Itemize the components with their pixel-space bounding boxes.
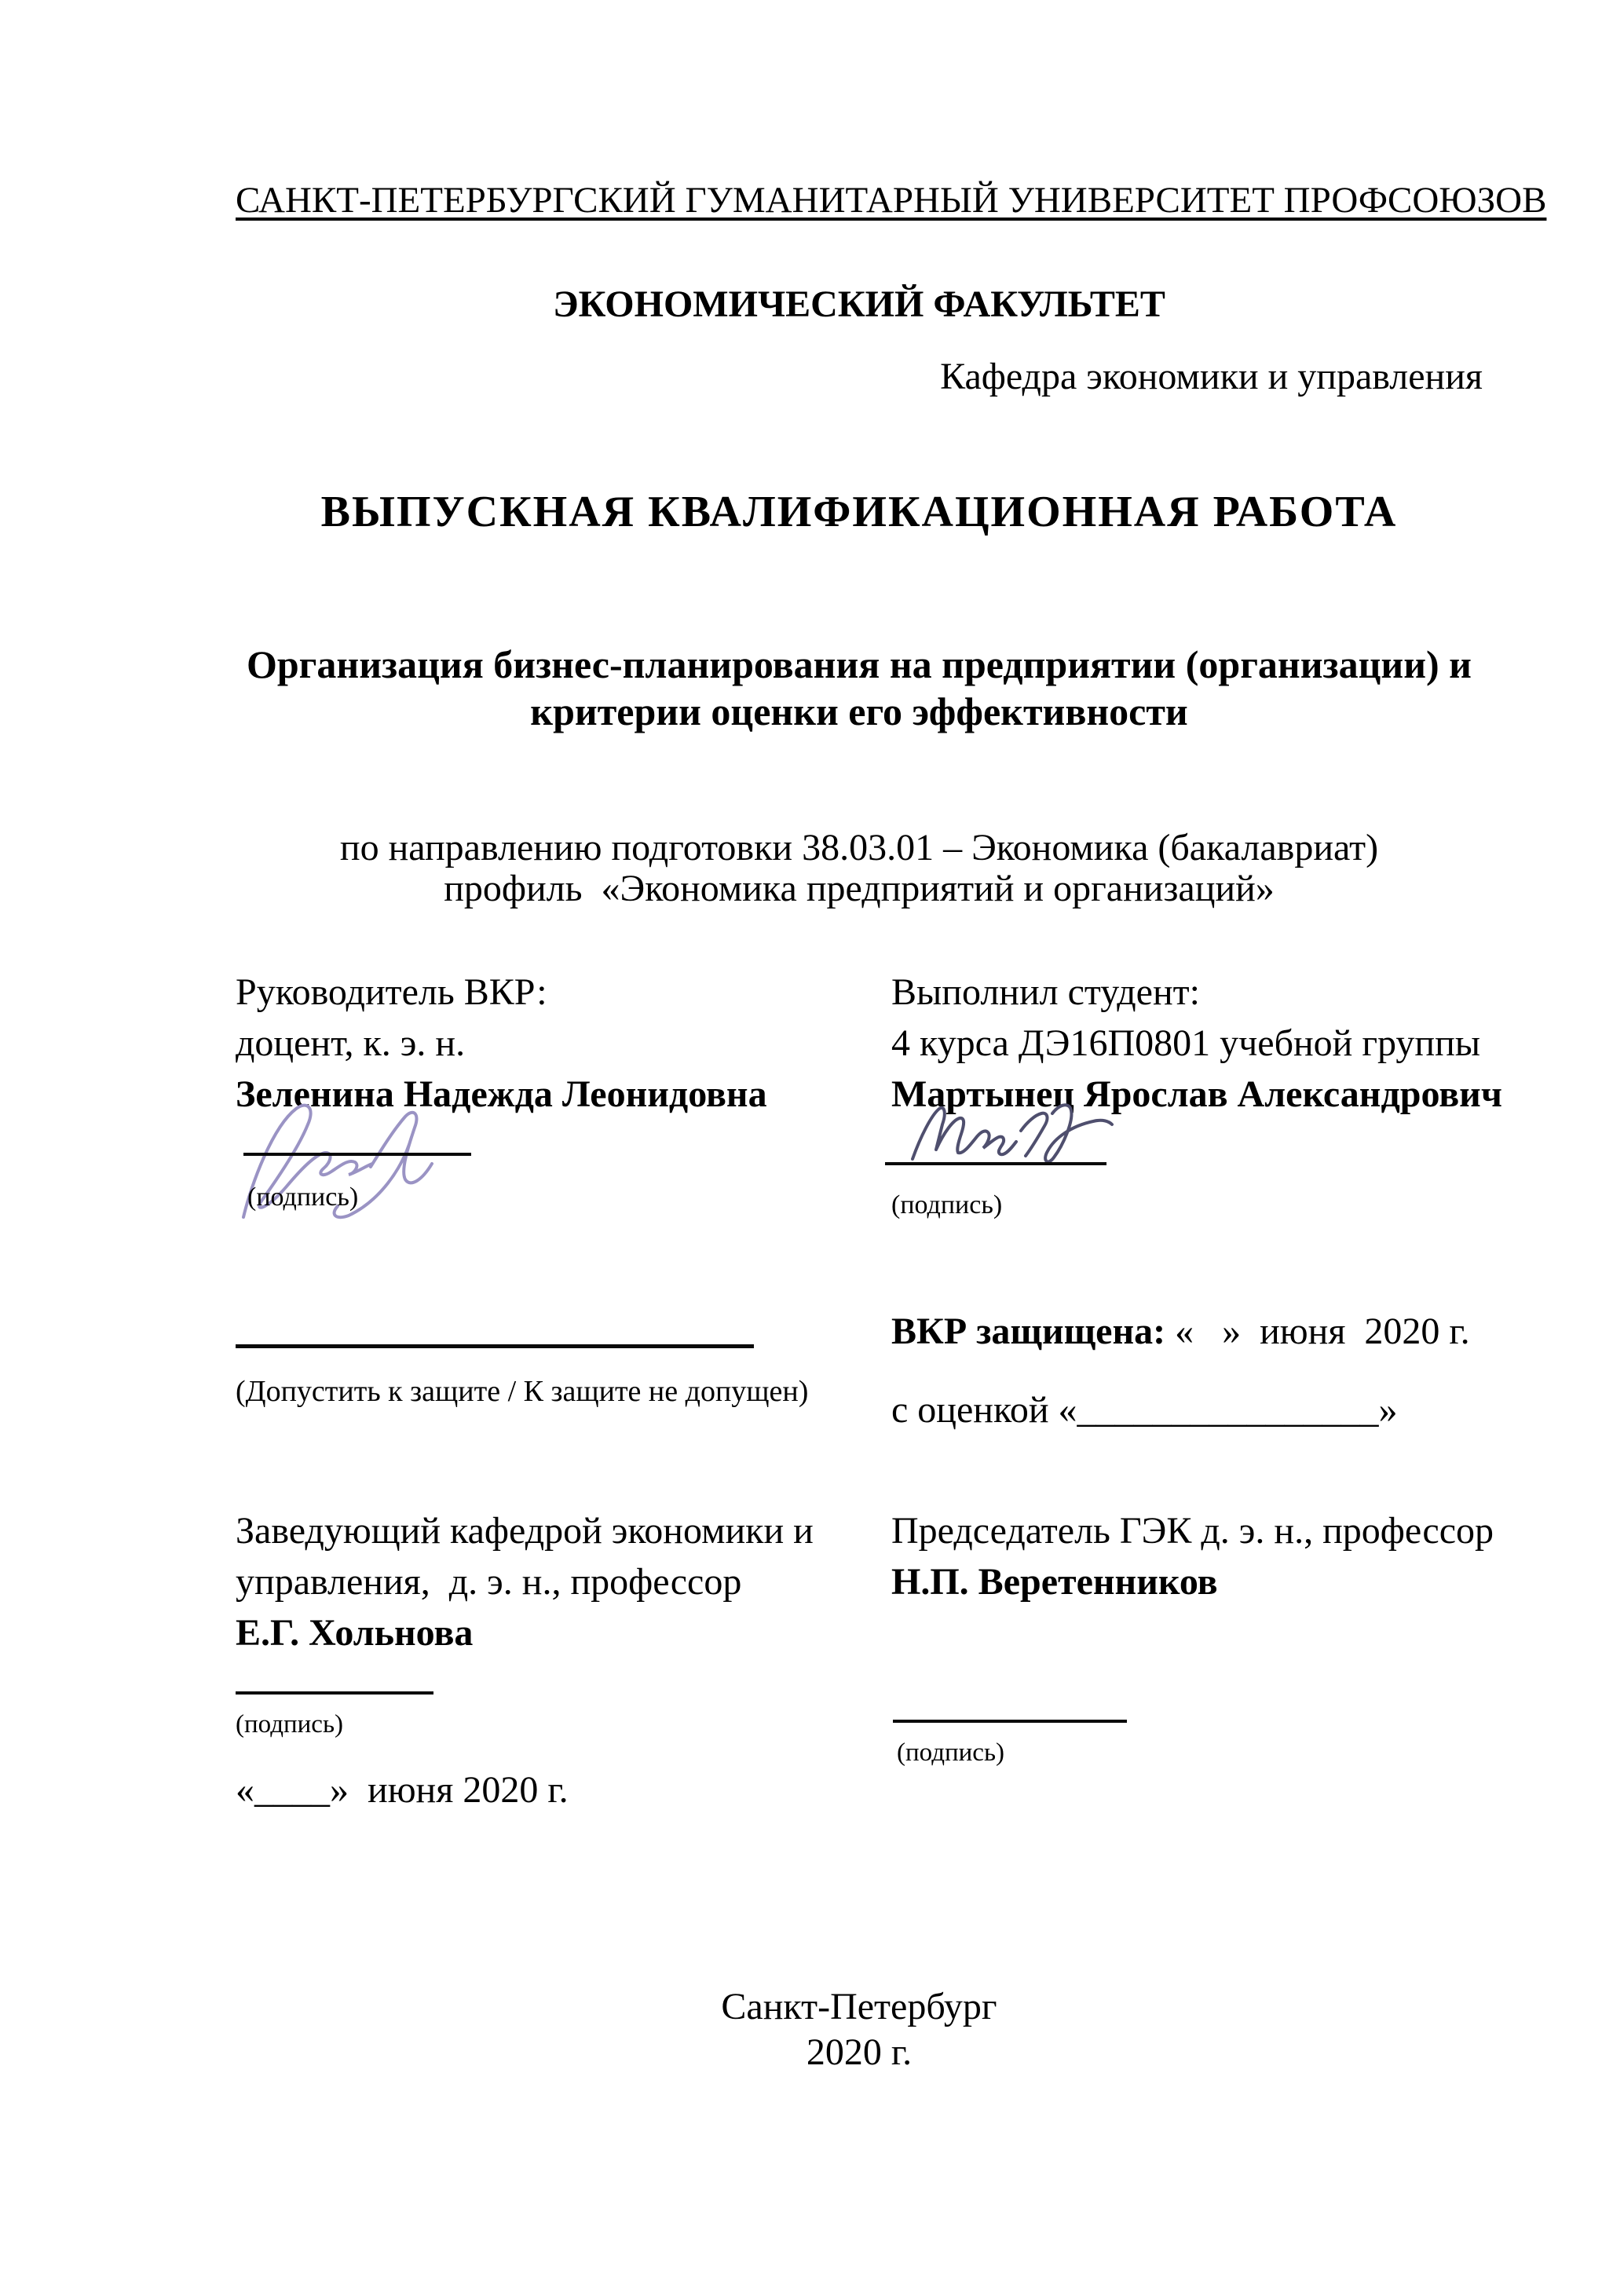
dept-head-signature-line (236, 1691, 433, 1695)
supervisor-degree: доцент, к. э. н. (236, 1022, 466, 1064)
dept-head-sign-caption: (подпись) (236, 1710, 343, 1738)
student-group: 4 курса ДЭ16П0801 учебной группы (891, 1022, 1481, 1064)
gec-chair-signature-line (893, 1720, 1127, 1723)
dept-head-name: Е.Г. Хольнова (236, 1612, 474, 1654)
defense-grade-line: с оценкой «________________» (891, 1389, 1398, 1431)
defense-label: ВКР защищена: (891, 1311, 1166, 1352)
faculty-name: ЭКОНОМИЧЕСКИЙ ФАКУЛЬТЕТ (553, 283, 1165, 325)
gec-chair-title: Председатель ГЭК д. э. н., профессор (891, 1510, 1494, 1552)
program-profile: профиль «Экономика предприятий и организаций» (444, 868, 1275, 909)
student-signature-stroke (913, 1105, 1112, 1161)
admission-caption: (Допустить к защите / К защите не допущен) (236, 1375, 809, 1408)
work-title-line2: критерии оценки его эффективности (530, 689, 1188, 733)
footer-city: Санкт-Петербург (721, 1986, 997, 2027)
footer-year: 2020 г. (806, 2031, 913, 2073)
student-role-label: Выполнил студент: (891, 971, 1200, 1013)
gec-chair-name: Н.П. Веретенников (891, 1561, 1218, 1603)
program-direction: по направлению подготовки 38.03.01 – Экономика (бакалавриат) (339, 827, 1379, 868)
supervisor-role-label: Руководитель ВКР: (236, 971, 547, 1013)
dept-head-title-line1: Заведующий кафедрой экономики и (236, 1510, 814, 1552)
supervisor-sign-caption: (подпись) (247, 1183, 359, 1212)
supervisor-signature-line (243, 1153, 471, 1156)
supervisor-name: Зеленина Надежда Леонидовна (236, 1073, 767, 1115)
university-name-text: САНКТ-ПЕТЕРБУРГСКИЙ ГУМАНИТАРНЫЙ УНИВЕРСИТЕТ ПРОФСОЮЗОВ (236, 180, 1547, 221)
department-name: Кафедра экономики и управления (940, 356, 1483, 397)
dept-head-date: «____» июня 2020 г. (236, 1769, 569, 1811)
student-name: Мартынец Ярослав Александрович (891, 1073, 1502, 1115)
student-signature-line (885, 1162, 1106, 1165)
defense-date-line (891, 1310, 1504, 1353)
university-name (236, 179, 1547, 221)
work-type-heading: ВЫПУСКНАЯ КВАЛИФИКАЦИОННАЯ РАБОТА (320, 488, 1398, 536)
gec-chair-sign-caption: (подпись) (897, 1738, 1004, 1767)
student-sign-caption: (подпись) (891, 1190, 1003, 1219)
admission-line (236, 1344, 754, 1348)
defense-date: « » июня 2020 г. (1165, 1311, 1470, 1352)
dept-head-title-line2: управления, д. э. н., профессор (236, 1561, 742, 1603)
work-title-line1: Организация бизнес-планирования на предприятии (организации) и (246, 642, 1472, 686)
